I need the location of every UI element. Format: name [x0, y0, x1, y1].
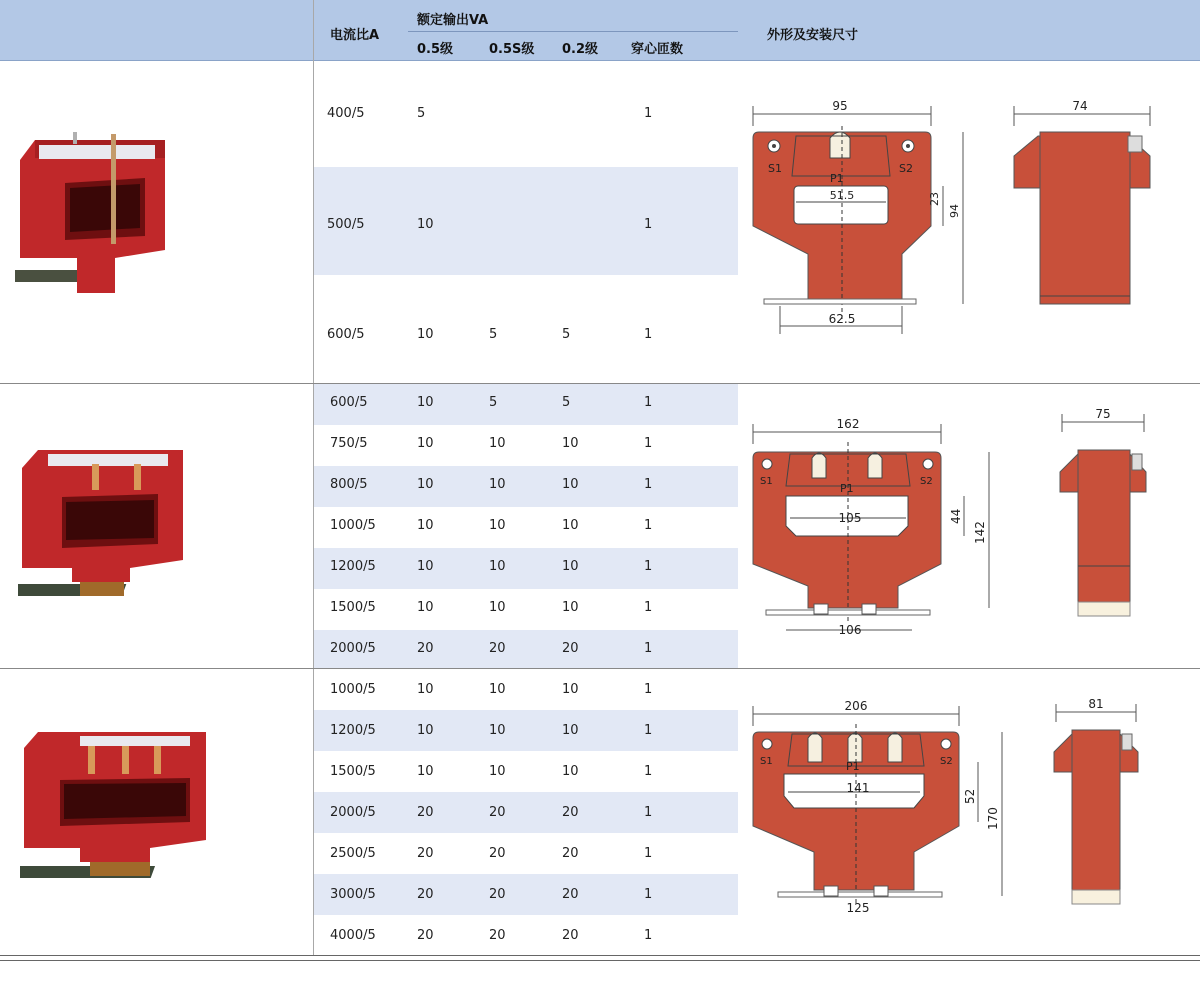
cell-ratio: 1000/5: [330, 682, 376, 697]
cell-turns: 1: [644, 600, 653, 615]
cell-ratio: 2500/5: [330, 846, 376, 861]
bottom-rule: [0, 955, 1200, 956]
cell-05s: 10: [489, 436, 506, 451]
cell-02: 10: [562, 682, 579, 697]
cell-ratio: 500/5: [327, 217, 365, 232]
header-class-02: 0.2级: [562, 42, 599, 57]
side-view-drawing-2: [1056, 406, 1156, 618]
cell-05s: 20: [489, 846, 506, 861]
cell-05: 10: [417, 327, 434, 342]
cell-05s: 10: [489, 518, 506, 533]
dim-width: 95: [832, 99, 848, 113]
dim-height: 142: [973, 521, 987, 544]
header-divider: [408, 31, 738, 32]
row-stripe: [314, 874, 738, 915]
cell-turns: 1: [644, 395, 653, 410]
cell-02: 10: [562, 559, 579, 574]
cell-turns: 1: [644, 641, 653, 656]
cell-ratio: 1200/5: [330, 559, 376, 574]
cell-05: 10: [417, 559, 434, 574]
cell-02: 10: [562, 477, 579, 492]
front-view-drawing-1: [748, 96, 978, 336]
section-divider: [0, 668, 1200, 669]
cell-ratio: 1200/5: [330, 723, 376, 738]
cell-ratio: 600/5: [330, 395, 368, 410]
cell-ratio: 400/5: [327, 106, 365, 121]
header-output: 额定输出VA: [417, 13, 489, 28]
cell-05: 10: [417, 477, 434, 492]
cell-05s: 20: [489, 928, 506, 943]
cell-ratio: 600/5: [327, 327, 365, 342]
dim-inner: 51.5: [829, 189, 855, 202]
dim-width: 162: [836, 417, 860, 431]
cell-02: 5: [562, 327, 571, 342]
cell-05: 10: [417, 723, 434, 738]
side-view-drawing-3: [1050, 696, 1150, 908]
cell-turns: 1: [644, 327, 653, 342]
cell-turns: 1: [644, 559, 653, 574]
cell-ratio: 4000/5: [330, 928, 376, 943]
cell-02: 20: [562, 641, 579, 656]
row-stripe: [314, 792, 738, 833]
label-s1: S1: [760, 756, 773, 767]
cell-05: 20: [417, 846, 434, 861]
cell-05: 10: [417, 518, 434, 533]
cell-02: 10: [562, 723, 579, 738]
cell-05s: 5: [489, 327, 498, 342]
dim-side-width: 75: [1095, 407, 1111, 421]
row-stripe: [314, 384, 738, 425]
row-stripe: [314, 167, 738, 275]
dim-height: 170: [986, 807, 1000, 830]
label-s1: S1: [768, 162, 782, 175]
cell-02: 10: [562, 436, 579, 451]
row-stripe: [314, 710, 738, 751]
cell-ratio: 2000/5: [330, 641, 376, 656]
dim-d1: 44: [949, 508, 963, 524]
cell-turns: 1: [644, 518, 653, 533]
cell-02: 20: [562, 928, 579, 943]
label-s2: S2: [940, 756, 953, 767]
front-view-drawing-2: [748, 414, 998, 644]
header-class-05s: 0.5S级: [489, 42, 535, 57]
cell-02: 10: [562, 764, 579, 779]
cell-05: 5: [417, 106, 426, 121]
dim-inner: 105: [838, 511, 862, 525]
label-s2: S2: [920, 476, 933, 487]
cell-turns: 1: [644, 217, 653, 232]
cell-05s: 20: [489, 805, 506, 820]
cell-05: 10: [417, 600, 434, 615]
cell-05s: 10: [489, 764, 506, 779]
header-ratio: 电流比A: [330, 28, 380, 43]
row-stripe: [314, 548, 738, 589]
dim-d1: 23: [928, 192, 941, 206]
cell-ratio: 1500/5: [330, 764, 376, 779]
cell-05s: 5: [489, 395, 498, 410]
bottom-rule: [0, 960, 1200, 961]
cell-turns: 1: [644, 805, 653, 820]
dim-side-width: 81: [1088, 697, 1104, 711]
cell-turns: 1: [644, 106, 653, 121]
cell-turns: 1: [644, 682, 653, 697]
dim-base: 106: [838, 623, 862, 637]
cell-05s: 20: [489, 641, 506, 656]
cell-05s: 10: [489, 682, 506, 697]
cell-05: 10: [417, 395, 434, 410]
product-photo-1: [15, 128, 175, 303]
header-dimensions: 外形及安装尺寸: [767, 28, 859, 43]
row-stripe: [314, 630, 738, 668]
cell-05s: 10: [489, 600, 506, 615]
cell-05s: 20: [489, 887, 506, 902]
label-s2: S2: [899, 162, 913, 175]
cell-turns: 1: [644, 723, 653, 738]
cell-ratio: 3000/5: [330, 887, 376, 902]
label-s1: S1: [760, 476, 773, 487]
cell-05: 10: [417, 436, 434, 451]
product-photo-3: [20, 726, 210, 886]
cell-05: 20: [417, 887, 434, 902]
cell-02: 20: [562, 846, 579, 861]
cell-05: 10: [417, 217, 434, 232]
cell-turns: 1: [644, 887, 653, 902]
cell-ratio: 1000/5: [330, 518, 376, 533]
cell-turns: 1: [644, 928, 653, 943]
cell-02: 20: [562, 887, 579, 902]
label-p1: P1: [846, 760, 860, 773]
dim-d1: 52: [963, 788, 977, 804]
cell-ratio: 1500/5: [330, 600, 376, 615]
cell-05: 10: [417, 682, 434, 697]
cell-02: 20: [562, 805, 579, 820]
cell-ratio: 750/5: [330, 436, 368, 451]
side-view-drawing-1: [1010, 96, 1160, 308]
cell-05s: 10: [489, 477, 506, 492]
cell-ratio: 2000/5: [330, 805, 376, 820]
dim-inner: 141: [846, 781, 870, 795]
cell-05s: 10: [489, 559, 506, 574]
dim-base: 62.5: [828, 312, 856, 326]
label-p1: P1: [840, 482, 854, 495]
dim-side-width: 74: [1072, 99, 1088, 113]
cell-turns: 1: [644, 764, 653, 779]
table-header: [0, 0, 1200, 61]
cell-turns: 1: [644, 846, 653, 861]
cell-ratio: 800/5: [330, 477, 368, 492]
dim-width: 206: [844, 699, 868, 713]
dim-height: 94: [948, 204, 961, 218]
cell-02: 10: [562, 518, 579, 533]
cell-02: 5: [562, 395, 571, 410]
cell-05: 20: [417, 805, 434, 820]
cell-02: 10: [562, 600, 579, 615]
header-turns: 穿心匝数: [631, 42, 684, 57]
product-photo-2: [18, 442, 188, 607]
cell-05s: 10: [489, 723, 506, 738]
cell-05: 20: [417, 928, 434, 943]
cell-turns: 1: [644, 477, 653, 492]
cell-turns: 1: [644, 436, 653, 451]
dim-base: 125: [846, 901, 870, 915]
front-view-drawing-3: [748, 696, 1008, 918]
cell-05: 10: [417, 764, 434, 779]
label-p1: P1: [830, 172, 844, 185]
cell-05: 20: [417, 641, 434, 656]
row-stripe: [314, 466, 738, 507]
header-class-05: 0.5级: [417, 42, 454, 57]
